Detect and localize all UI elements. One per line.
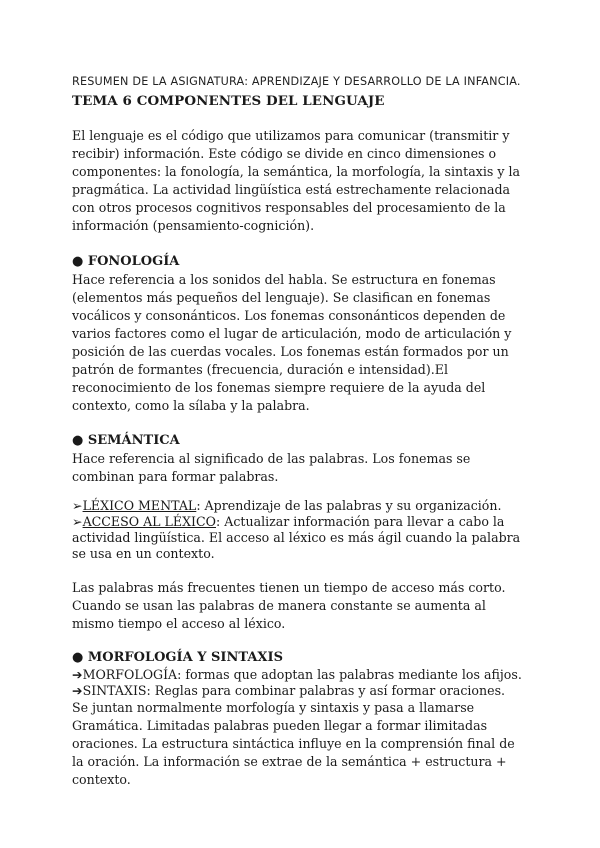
morfologia-heading: ● MORFOLOGÍA Y SINTAXIS bbox=[72, 650, 283, 665]
lexico-mental-term: LÉXICO MENTAL bbox=[82, 498, 197, 513]
acceso-lexico-term: ACCESO AL LÉXICO bbox=[82, 514, 216, 529]
morfologia-text: MORFOLOGÍA: formas que adoptan las palabras mediante los afijos. bbox=[82, 667, 522, 682]
acceso-lexico-item bbox=[72, 514, 522, 562]
right-arrow-icon: ➔ bbox=[72, 667, 83, 682]
right-arrow-icon: ➔ bbox=[72, 683, 83, 698]
morfologia-item bbox=[72, 667, 522, 683]
lexico-mental-text: : Aprendizaje de las palabras y su organización. bbox=[196, 498, 502, 513]
arrow-bullet-icon: ➢ bbox=[72, 498, 83, 513]
topic-title: TEMA 6 COMPONENTES DEL LENGUAJE bbox=[72, 93, 385, 109]
course-title: RESUMEN DE LA ASIGNATURA: APRENDIZAJE Y DESARROLLO DE LA INFANCIA. bbox=[72, 75, 521, 88]
fonologia-heading: ● FONOLOGÍA bbox=[72, 254, 180, 269]
sintaxis-item bbox=[72, 683, 522, 699]
semantica-heading: ● SEMÁNTICA bbox=[72, 433, 180, 448]
arrow-bullet-icon: ➢ bbox=[72, 514, 83, 529]
gramatica-paragraph: Se juntan normalmente morfología y sintaxis y pasa a llamarse Gramática. Limitadas palabras pueden llegar a formar ilimitadas oraciones. La estructura sintáctica influye en la comprensión final de la oración. La información se extrae de la semántica + estructura + contexto. bbox=[72, 700, 515, 787]
semantica-paragraph: Hace referencia al significado de las palabras. Los fonemas se combinan para formar palabras. bbox=[72, 451, 471, 484]
lexico-mental-item bbox=[72, 498, 522, 514]
fonologia-paragraph: Hace referencia a los sonidos del habla. Se estructura en fonemas (elementos más pequeños del lenguaje). Se clasifican en fonemas vocálicos y consonánticos. Los fonemas consonánticos dependen de varios factores como el lugar de articulación, modo de articulación y posición de las cuerdas vocales. Los fonemas están formados por un patrón de formantes (frecuencia, duración e intensidad).El reconocimiento de los fonemas siempre requiere de la ayuda del contexto, como la sílaba y la palabra. bbox=[72, 272, 512, 413]
page-content bbox=[72, 72, 522, 789]
frecuencia-paragraph: Las palabras más frecuentes tienen un tiempo de acceso más corto. Cuando se usan las palabras de manera constante se aumenta al mismo tiempo el acceso al léxico. bbox=[72, 580, 506, 631]
acceso-lexico-text: : Actualizar información para llevar a cabo la actividad lingüística. El acceso al léxico es más ágil cuando la palabra se usa en un contexto. bbox=[72, 514, 521, 561]
intro-paragraph: El lenguaje es el código que utilizamos para comunicar (transmitir y recibir) información. Este código se divide en cinco dimensiones o componentes: la fonología, la semántica, la morfología, la sintaxis y la pragmática. La actividad lingüística está estrechamente relacionada con otros procesos cognitivos responsables del procesamiento de la información (pensamiento-cognición). bbox=[72, 128, 520, 233]
sintaxis-text: SINTAXIS: Reglas para combinar palabras y así formar oraciones. bbox=[82, 683, 506, 698]
